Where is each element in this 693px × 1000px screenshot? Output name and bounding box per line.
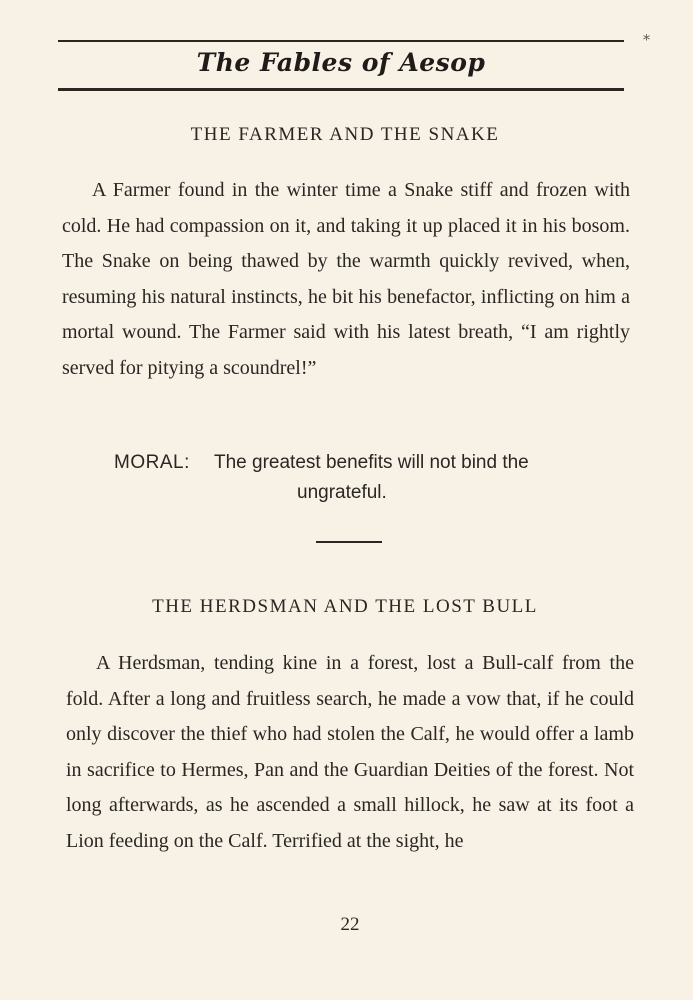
fable-title: THE FARMER AND THE SNAKE	[190, 124, 500, 145]
fable-body-text: A Herdsman, tending kine in a forest, lost a Bull-calf from the fold. After a long and fruitless search, he made a vow that, if he could only discover the thief who had stolen the Calf, he would offer a lamb in sacrifice to Hermes, Pan and the Guardian Deities of the forest. Not long afterwards, as he ascended a small hillock, he saw at its foot a Lion feeding on the Calf. Terrified at the sight, he	[66, 652, 634, 852]
section-divider	[316, 541, 382, 543]
fable-body-text: A Farmer found in the winter time a Snake stiff and frozen with cold. He had compassion on it, and taking it up placed it in his bosom. The Snake on being thawed by the warmth quickly revived, when, resuming his natural instincts, he bit his benefactor, inflicting on him a mortal wound. The Farmer said with his latest breath, “I am rightly served for pitying a scoundrel!”	[62, 179, 630, 379]
header-rule-bottom	[58, 88, 624, 91]
header-rule-top	[58, 40, 624, 42]
moral-text-continued: ungrateful.	[297, 482, 387, 503]
moral-text: The greatest benefits will not bind the	[214, 452, 529, 473]
corner-mark: ⁎	[643, 28, 650, 44]
fable-body	[62, 173, 630, 387]
page-number: 22	[340, 914, 360, 935]
moral	[114, 448, 634, 508]
fable-title: THE HERDSMAN AND THE LOST BULL	[152, 596, 538, 617]
moral-label: MORAL:	[114, 452, 190, 473]
running-head: The Fables of Aesop	[196, 48, 486, 77]
fable-body	[66, 646, 634, 860]
